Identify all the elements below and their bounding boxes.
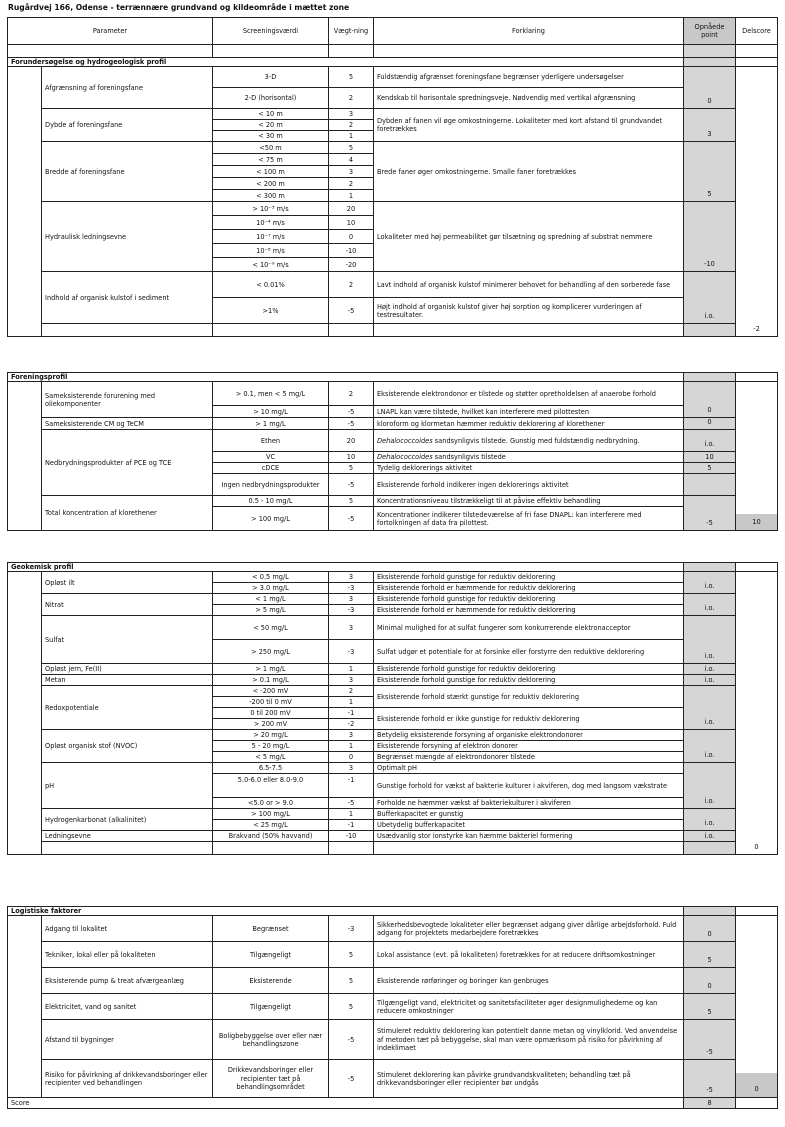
organism-name: Dehalococcoides bbox=[377, 436, 433, 445]
screening-cell: > 3.0 mg/L bbox=[213, 583, 329, 594]
subscore-cell: -2 bbox=[736, 67, 778, 337]
weight-cell: -2 bbox=[329, 719, 374, 730]
weight-cell: -3 bbox=[329, 916, 374, 942]
explanation-cell: Ubetydelig bufferkapacitet bbox=[374, 820, 684, 831]
screening-cell: >1% bbox=[213, 298, 329, 324]
screening-cell: Tilgængeligt bbox=[213, 942, 329, 968]
weight-cell: -20 bbox=[329, 258, 374, 272]
weight-cell: -5 bbox=[329, 507, 374, 531]
param-cell: Metan bbox=[42, 675, 213, 686]
weight-cell: 5 bbox=[329, 142, 374, 154]
explanation-cell: Eksisterende forhold stærkt gunstige for reduktiv deklorering bbox=[374, 686, 684, 708]
screening-cell: > 10 mg/L bbox=[213, 406, 329, 418]
param-cell: Risiko for påvirkning af drikkevandsboringer eller recipienter ved behandlingen bbox=[42, 1060, 213, 1098]
explanation-cell: Eksisterende forhold gunstige for reduktiv deklorering bbox=[374, 594, 684, 605]
weight-cell: -10 bbox=[329, 831, 374, 842]
table-row bbox=[8, 1020, 778, 1060]
screening-cell: > 100 mg/L bbox=[213, 507, 329, 531]
screening-cell: < 10 m bbox=[213, 109, 329, 120]
subscore-value: 0 bbox=[736, 1073, 777, 1097]
weight-cell: 5 bbox=[329, 67, 374, 88]
screening-cell: cDCE bbox=[213, 463, 329, 474]
param-cell: Afgrænsning af foreningsfane bbox=[42, 67, 213, 109]
header-weight: Vægt-ning bbox=[329, 18, 374, 45]
weight-cell: -3 bbox=[329, 640, 374, 664]
screening-cell: < 1 mg/L bbox=[213, 594, 329, 605]
points-cell: 5 bbox=[684, 463, 736, 474]
points-cell: i.o. bbox=[684, 272, 736, 324]
explanation-cell bbox=[374, 430, 684, 452]
points-cell: i.o. bbox=[684, 675, 736, 686]
section-title: Foreningsprofil bbox=[8, 373, 684, 382]
screening-cell: Ethen bbox=[213, 430, 329, 452]
screening-cell: < 300 m bbox=[213, 190, 329, 202]
weight-cell: -3 bbox=[329, 583, 374, 594]
points-cell: 0 bbox=[684, 382, 736, 418]
weight-cell: 3 bbox=[329, 572, 374, 583]
explanation-cell: kloroform og klormetan hæmmer reduktiv deklorering af klorethener bbox=[374, 418, 684, 430]
screening-cell: > 1 mg/L bbox=[213, 418, 329, 430]
weight-cell: 2 bbox=[329, 272, 374, 298]
page-title: Rugårdvej 166, Odense - terrænnære grundvand og kildeområde i mættet zone bbox=[8, 3, 350, 12]
weight-cell: -1 bbox=[329, 708, 374, 719]
screening-cell: > 200 mV bbox=[213, 719, 329, 730]
explanation-cell: Eksisterende forhold er ikke gunstige for reduktiv deklorering bbox=[374, 708, 684, 730]
screening-cell: < 0.01% bbox=[213, 272, 329, 298]
param-cell: Total koncentration af klorethener bbox=[42, 496, 213, 531]
weight-cell: 2 bbox=[329, 382, 374, 406]
score-value: 8 bbox=[684, 1098, 736, 1109]
screening-cell: <50 m bbox=[213, 142, 329, 154]
points-cell: i.o. bbox=[684, 594, 736, 616]
explanation-cell: Eksisterende forhold gunstige for reduktiv deklorering bbox=[374, 664, 684, 675]
table-row bbox=[8, 809, 778, 820]
explanation-cell: Begrænset mængde af elektrondonorer tilstede bbox=[374, 752, 684, 763]
points-cell: -10 bbox=[684, 202, 736, 272]
param-cell: Ledningsevne bbox=[42, 831, 213, 842]
weight-cell: 2 bbox=[329, 178, 374, 190]
weight-cell: 2 bbox=[329, 686, 374, 697]
explanation-text: sandsynligvis tilstede bbox=[432, 453, 506, 462]
param-cell: Opløst organisk stof (NVOC) bbox=[42, 730, 213, 763]
explanation-cell: Stimuleret deklorering kan påvirke grundvandskvaliteten; behandling tæt på drikkevandsboringer eller recipienter bør undgås bbox=[374, 1060, 684, 1098]
screening-cell: Ingen nedbrydningsprodukter bbox=[213, 474, 329, 496]
table-row bbox=[8, 1060, 778, 1098]
explanation-cell: Betydelig eksisterende forsyning af organiske elektrondonorer bbox=[374, 730, 684, 741]
explanation-cell: Minimal mulighed for at sulfat fungerer som konkurrerende elektronacceptor bbox=[374, 616, 684, 640]
screening-cell: 5.0-6.0 eller 8.0-9.0 bbox=[213, 774, 329, 798]
weight-cell: 3 bbox=[329, 616, 374, 640]
header-subscore: Delscore bbox=[736, 18, 778, 45]
explanation-cell: Lokal assistance (evt. på lokaliteten) foretrækkes for at reducere driftsomkostninger bbox=[374, 942, 684, 968]
score-row bbox=[8, 1098, 778, 1109]
weight-cell: 3 bbox=[329, 109, 374, 120]
table-row bbox=[8, 67, 778, 88]
explanation-cell: Usædvanlig stor ionstyrke kan hæmme bakteriel formering bbox=[374, 831, 684, 842]
table-row bbox=[8, 916, 778, 942]
explanation-cell: Tydelig deklorerings aktivitet bbox=[374, 463, 684, 474]
table-row bbox=[8, 675, 778, 686]
spacer-row bbox=[8, 842, 778, 855]
points-cell: 0 bbox=[684, 67, 736, 109]
explanation-cell: Tilgængeligt vand, elektricitet og sanitetsfaciliteter øger designmulighederne og kan reducere omkostninger bbox=[374, 994, 684, 1020]
param-cell: Tekniker, lokal eller på lokaliteten bbox=[42, 942, 213, 968]
weight-cell: 10 bbox=[329, 452, 374, 463]
screening-cell: > 0.1 mg/L bbox=[213, 675, 329, 686]
explanation-cell: Fuldstændig afgrænset foreningsfane begrænser yderligere undersøgelser bbox=[374, 67, 684, 88]
explanation-cell: Eksisterende forsyning af elektron donorer bbox=[374, 741, 684, 752]
weight-cell: -5 bbox=[329, 798, 374, 809]
table-row bbox=[8, 496, 778, 507]
screening-cell: > 0.1, men < 5 mg/L bbox=[213, 382, 329, 406]
screening-cell: > 20 mg/L bbox=[213, 730, 329, 741]
explanation-cell bbox=[374, 452, 684, 463]
screening-cell: 2-D (horisontal) bbox=[213, 88, 329, 109]
table-row bbox=[8, 616, 778, 640]
section-title: Geokemisk profil bbox=[8, 563, 684, 572]
explanation-text: sandsynligvis tilstede. Gunstig med fuldstændig nedbrydning. bbox=[432, 436, 640, 445]
points-cell: 10 bbox=[684, 452, 736, 463]
points-cell: i.o. bbox=[684, 616, 736, 664]
param-cell: Elektricitet, vand og sanitet bbox=[42, 994, 213, 1020]
weight-cell: 20 bbox=[329, 202, 374, 216]
param-cell: Dybde af foreningsfane bbox=[42, 109, 213, 142]
param-cell: Redoxpotentiale bbox=[42, 686, 213, 730]
screening-table-continued bbox=[7, 372, 778, 531]
weight-cell: 3 bbox=[329, 763, 374, 774]
header-parameter: Parameter bbox=[8, 18, 213, 45]
screening-cell: <5.0 or > 9.0 bbox=[213, 798, 329, 809]
screening-cell: < 200 m bbox=[213, 178, 329, 190]
explanation-cell: Lavt indhold af organisk kulstof minimerer behovet for behandling af den sorberede fase bbox=[374, 272, 684, 298]
weight-cell: 2 bbox=[329, 120, 374, 131]
weight-cell: 5 bbox=[329, 942, 374, 968]
screening-cell: > 250 mg/L bbox=[213, 640, 329, 664]
subscore-cell bbox=[736, 382, 778, 531]
points-cell: 5 bbox=[684, 142, 736, 202]
points-cell: i.o. bbox=[684, 664, 736, 675]
subscore-value: 10 bbox=[736, 514, 777, 530]
screening-cell: Boligbebyggelse over eller nær behandlingszone bbox=[213, 1020, 329, 1060]
weight-cell: 1 bbox=[329, 809, 374, 820]
explanation-cell: Bufferkapacitet er gunstig bbox=[374, 809, 684, 820]
weight-cell: -5 bbox=[329, 418, 374, 430]
screening-cell: Begrænset bbox=[213, 916, 329, 942]
table-row bbox=[8, 968, 778, 994]
table-row bbox=[8, 109, 778, 120]
param-cell: Sulfat bbox=[42, 616, 213, 664]
weight-cell: 2 bbox=[329, 88, 374, 109]
screening-cell: Drikkevandsboringer eller recipienter tæt på behandlingsområdet bbox=[213, 1060, 329, 1098]
spacer-row bbox=[8, 324, 778, 337]
explanation-cell: Koncentrationer indikerer tilstedeværelse af fri fase DNAPL: kan interferere med fortolkningen af data fra pilottest. bbox=[374, 507, 684, 531]
weight-cell: -1 bbox=[329, 820, 374, 831]
table-row bbox=[8, 763, 778, 774]
explanation-cell: Eksisterende rørføringer og boringer kan genbruges bbox=[374, 968, 684, 994]
param-cell: Opløst jern, Fe(II) bbox=[42, 664, 213, 675]
param-cell: Eksisterende pump & treat afværgeanlæg bbox=[42, 968, 213, 994]
param-cell: Indhold af organisk kulstof i sediment bbox=[42, 272, 213, 324]
points-cell: i.o. bbox=[684, 686, 736, 730]
weight-cell: -5 bbox=[329, 474, 374, 496]
weight-cell: 3 bbox=[329, 675, 374, 686]
explanation-cell: Sulfat udgør et potentiale for at forsinke eller forstyrre den reduktive deklorering bbox=[374, 640, 684, 664]
explanation-cell: Dybden af fanen vil øge omkostningerne. Lokaliteter med kort afstand til grundvandet foretrækkes bbox=[374, 109, 684, 142]
explanation-cell: Eksisterende forhold er hæmmende for reduktiv deklorering bbox=[374, 605, 684, 616]
points-cell: -5 bbox=[684, 1020, 736, 1060]
screening-table-geochem bbox=[7, 562, 778, 855]
section-indent bbox=[8, 916, 42, 1098]
section-title: Forundersøgelse og hydrogeologisk profil bbox=[8, 58, 684, 67]
table-row bbox=[8, 572, 778, 583]
header-screening: Screeningsværdi bbox=[213, 18, 329, 45]
points-cell: 5 bbox=[684, 942, 736, 968]
screening-cell: 5 - 20 mg/L bbox=[213, 741, 329, 752]
screening-cell: 3-D bbox=[213, 67, 329, 88]
weight-cell: 10 bbox=[329, 216, 374, 230]
section-indent bbox=[8, 382, 42, 531]
explanation-cell: Sikkerhedsbevogtede lokaliteter eller begrænset adgang giver dårlige arbejdsforhold. Fuld adgang for projektets medarbejdere foretrækkes bbox=[374, 916, 684, 942]
param-cell: pH bbox=[42, 763, 213, 809]
screening-table-logistics bbox=[7, 906, 778, 1109]
section-indent bbox=[8, 572, 42, 855]
table-row bbox=[8, 831, 778, 842]
table-row bbox=[8, 272, 778, 298]
param-cell: Nitrat bbox=[42, 594, 213, 616]
param-cell: Hydraulisk ledningsevne bbox=[42, 202, 213, 272]
weight-cell: -3 bbox=[329, 605, 374, 616]
explanation-cell: Kendskab til horisontale spredningsveje. Nødvendig med vertikal afgrænsning bbox=[374, 88, 684, 109]
param-cell: Sameksisterende forurening med oliekomponenter bbox=[42, 382, 213, 418]
weight-cell: 3 bbox=[329, 594, 374, 605]
param-cell: Nedbrydningsprodukter af PCE og TCE bbox=[42, 430, 213, 496]
header-row bbox=[8, 18, 778, 45]
explanation-cell: Eksisterende forhold gunstige for reduktiv deklorering bbox=[374, 572, 684, 583]
screening-cell: Brakvand (50% havvand) bbox=[213, 831, 329, 842]
screening-cell: < 0.5 mg/L bbox=[213, 572, 329, 583]
section-row bbox=[8, 58, 778, 67]
explanation-cell: Eksisterende forhold er hæmmende for reduktiv deklorering bbox=[374, 583, 684, 594]
weight-cell: -5 bbox=[329, 406, 374, 418]
explanation-cell: Højt indhold af organisk kulstof giver høj sorption og komplicerer vurderingen af testresultater. bbox=[374, 298, 684, 324]
table-row bbox=[8, 202, 778, 216]
screening-cell: 10⁻⁴ m/s bbox=[213, 216, 329, 230]
table-row bbox=[8, 686, 778, 697]
subscore-cell bbox=[736, 916, 778, 1098]
screening-cell: < -200 mV bbox=[213, 686, 329, 697]
header-achieved: Opnåede point bbox=[684, 18, 736, 45]
param-cell: Sameksisterende CM og TeCM bbox=[42, 418, 213, 430]
table-row bbox=[8, 730, 778, 741]
param-cell: Hydrogenkarbonat (alkalinitet) bbox=[42, 809, 213, 831]
screening-cell: VC bbox=[213, 452, 329, 463]
weight-cell: 0 bbox=[329, 230, 374, 244]
points-cell: 0 bbox=[684, 418, 736, 430]
points-cell: i.o. bbox=[684, 809, 736, 831]
screening-cell: Tilgængeligt bbox=[213, 994, 329, 1020]
weight-cell: 5 bbox=[329, 968, 374, 994]
screening-cell: < 50 mg/L bbox=[213, 616, 329, 640]
screening-cell: 10⁻⁸ m/s bbox=[213, 244, 329, 258]
screening-cell: < 20 m bbox=[213, 120, 329, 131]
points-cell: i.o. bbox=[684, 430, 736, 452]
weight-cell: 4 bbox=[329, 154, 374, 166]
table-row bbox=[8, 994, 778, 1020]
explanation-cell: Eksisterende forhold gunstige for reduktiv deklorering bbox=[374, 675, 684, 686]
screening-cell: > 5 mg/L bbox=[213, 605, 329, 616]
weight-cell: 1 bbox=[329, 664, 374, 675]
table-row bbox=[8, 664, 778, 675]
weight-cell: -5 bbox=[329, 1020, 374, 1060]
section-row bbox=[8, 907, 778, 916]
section-row bbox=[8, 373, 778, 382]
table-row bbox=[8, 942, 778, 968]
screening-cell: > 1 mg/L bbox=[213, 664, 329, 675]
points-cell: i.o. bbox=[684, 572, 736, 594]
table-row bbox=[8, 594, 778, 605]
screening-cell: > 100 mg/L bbox=[213, 809, 329, 820]
points-cell: i.o. bbox=[684, 763, 736, 809]
weight-cell: -10 bbox=[329, 244, 374, 258]
weight-cell: -5 bbox=[329, 298, 374, 324]
screening-cell: 0.5 - 10 mg/L bbox=[213, 496, 329, 507]
explanation-cell: Eksisterende forhold indikerer ingen deklorerings aktivitet bbox=[374, 474, 684, 496]
explanation-cell: Optimalt pH bbox=[374, 763, 684, 774]
weight-cell: -5 bbox=[329, 1060, 374, 1098]
explanation-cell: Stimuleret reduktiv deklorering kan potentielt danne metan og vinylklorid. Ved anvendelse af metoden tæt på bebyggelse, skal man være opmærksom på risiko for påvirkning af indeklimaet bbox=[374, 1020, 684, 1060]
weight-cell: 5 bbox=[329, 463, 374, 474]
weight-cell: 3 bbox=[329, 166, 374, 178]
spacer-row bbox=[8, 45, 778, 58]
organism-name: Dehalococcoides bbox=[377, 453, 433, 462]
explanation-cell: Brede faner øger omkostningerne. Smalle faner foretrækkes bbox=[374, 142, 684, 202]
weight-cell: -1 bbox=[329, 774, 374, 798]
param-cell: Opløst ilt bbox=[42, 572, 213, 594]
explanation-cell: Forholde ne hæmmer vækst af bakteriekulturer i akviferen bbox=[374, 798, 684, 809]
explanation-cell: Lokaliteter med høj permeabilitet gør tilsætning og spredning af substrat nemmere bbox=[374, 202, 684, 272]
explanation-cell: Gunstige forhold for vækst af bakterie kulturer i akviferen, dog med langsom vækstrate bbox=[374, 774, 684, 798]
points-cell: 0 bbox=[684, 968, 736, 994]
param-cell: Bredde af foreningsfane bbox=[42, 142, 213, 202]
table-row bbox=[8, 430, 778, 452]
param-cell: Adgang til lokalitet bbox=[42, 916, 213, 942]
screening-cell: < 75 m bbox=[213, 154, 329, 166]
points-cell: 5 bbox=[684, 994, 736, 1020]
screening-cell: 10⁻⁷ m/s bbox=[213, 230, 329, 244]
explanation-cell: Koncentrationsniveau tilstrækkeligt til at påvise effektiv behandling bbox=[374, 496, 684, 507]
points-cell: 3 bbox=[684, 109, 736, 142]
section-title: Logistiske faktorer bbox=[8, 907, 684, 916]
screening-cell: 6.5-7.5 bbox=[213, 763, 329, 774]
weight-cell: 3 bbox=[329, 730, 374, 741]
weight-cell: 0 bbox=[329, 752, 374, 763]
screening-cell: < 25 mg/L bbox=[213, 820, 329, 831]
header-explanation: Forklaring bbox=[374, 18, 684, 45]
points-cell: -5 bbox=[684, 496, 736, 531]
explanation-cell: Eksisterende elektrondonor er tilstede og støtter opretholdelsen af anaerobe forhold bbox=[374, 382, 684, 406]
param-cell: Afstand til bygninger bbox=[42, 1020, 213, 1060]
screening-table bbox=[7, 17, 778, 337]
weight-cell: 1 bbox=[329, 697, 374, 708]
points-cell: i.o. bbox=[684, 730, 736, 763]
weight-cell: 1 bbox=[329, 190, 374, 202]
screening-cell: < 10⁻⁹ m/s bbox=[213, 258, 329, 272]
points-cell: i.o. bbox=[684, 831, 736, 842]
screening-cell: < 100 m bbox=[213, 166, 329, 178]
table-row bbox=[8, 418, 778, 430]
subscore-cell: 0 bbox=[736, 572, 778, 855]
screening-cell: < 30 m bbox=[213, 131, 329, 142]
section-indent bbox=[8, 67, 42, 337]
screening-cell: -200 til 0 mV bbox=[213, 697, 329, 708]
screening-cell: 0 til 200 mV bbox=[213, 708, 329, 719]
score-label: Score bbox=[8, 1098, 684, 1109]
section-row bbox=[8, 563, 778, 572]
explanation-cell: LNAPL kan være tilstede, hvilket kan interferere med pilottesten bbox=[374, 406, 684, 418]
points-cell: -5 bbox=[684, 1060, 736, 1098]
screening-cell: > 10⁻³ m/s bbox=[213, 202, 329, 216]
weight-cell: 5 bbox=[329, 496, 374, 507]
points-cell: 0 bbox=[684, 916, 736, 942]
weight-cell: 1 bbox=[329, 131, 374, 142]
table-row bbox=[8, 382, 778, 406]
screening-cell: Eksisterende bbox=[213, 968, 329, 994]
weight-cell: 5 bbox=[329, 994, 374, 1020]
weight-cell: 1 bbox=[329, 741, 374, 752]
table-row bbox=[8, 142, 778, 154]
weight-cell: 20 bbox=[329, 430, 374, 452]
screening-cell: < 5 mg/L bbox=[213, 752, 329, 763]
